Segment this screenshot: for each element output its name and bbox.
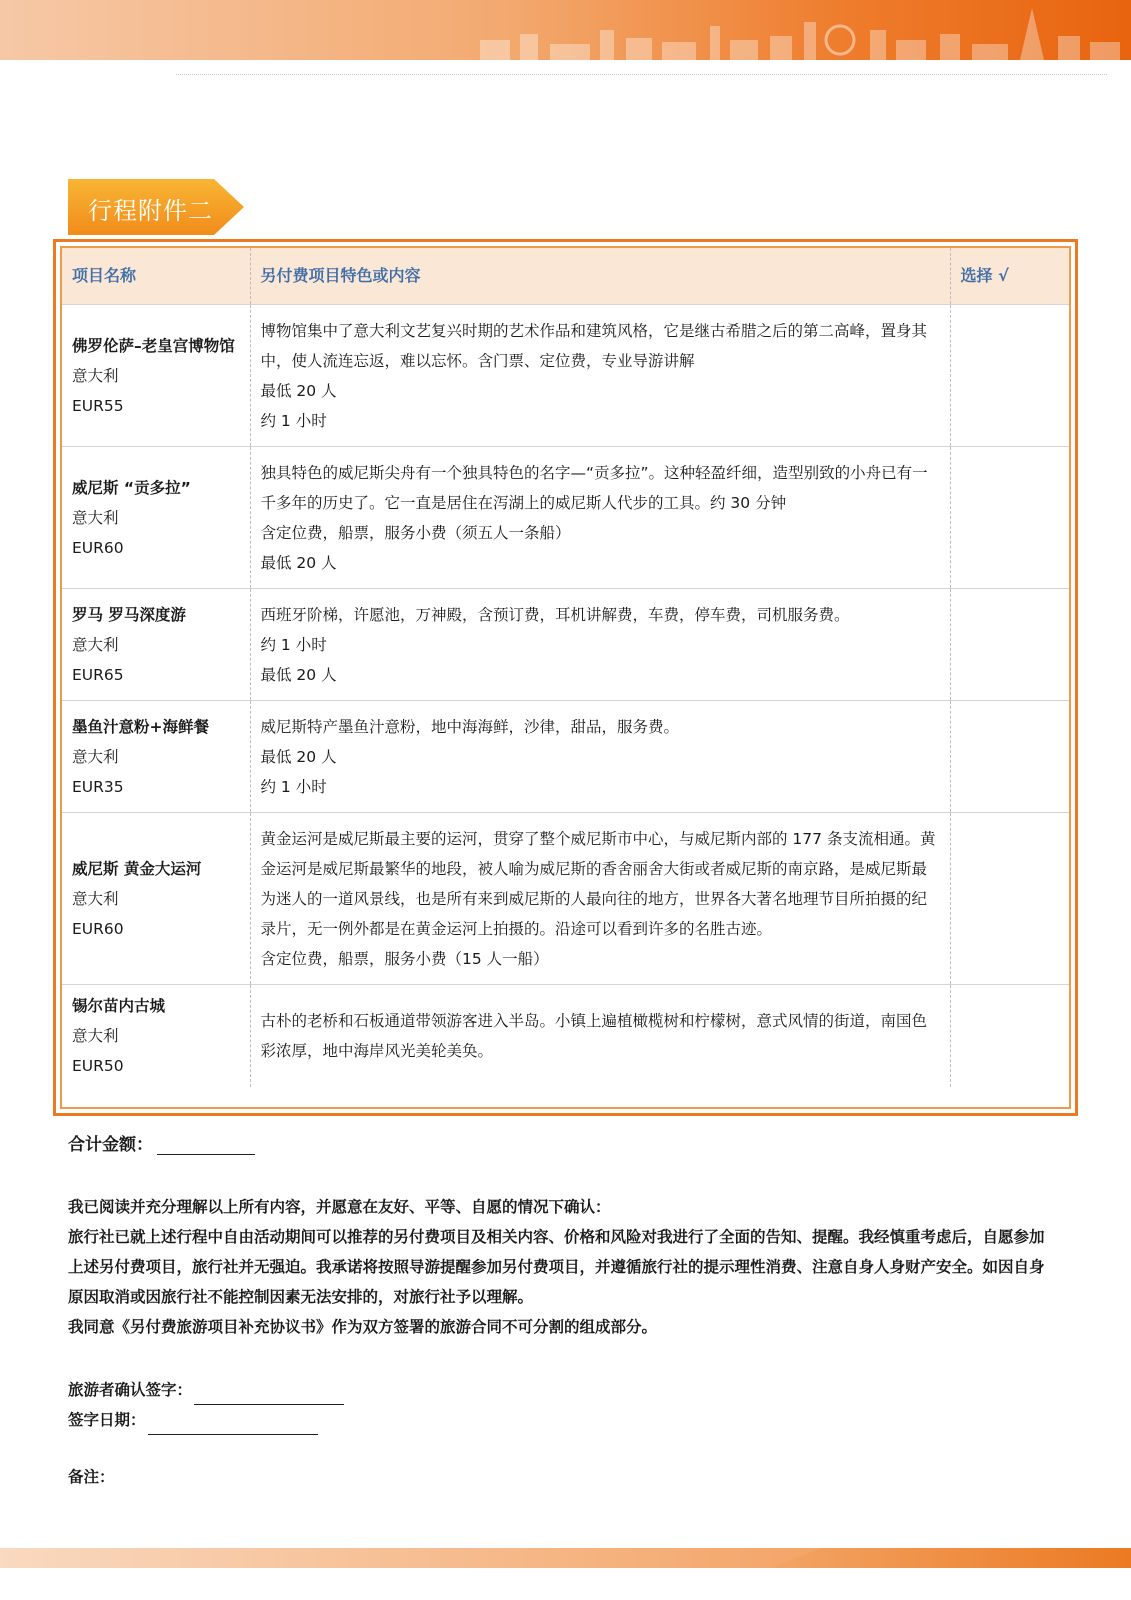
content-line: 独具特色的威尼斯尖舟有一个独具特色的名字—“贡多拉”。这种轻盈纤细，造型别致的小舟已有一千多年的历史了。它一直是居住在泻湖上的威尼斯人代步的工具。约 30 分钟 [260, 463, 928, 512]
content-line: 最低 20 人 [260, 553, 337, 572]
item-content [250, 813, 950, 985]
item-country: 意大利 [72, 889, 119, 908]
item-cell [62, 589, 250, 701]
item-name: 罗马 罗马深度游 [72, 605, 186, 624]
signature-block [68, 1375, 344, 1435]
column-header-content: 另付费项目特色或内容 [250, 248, 950, 305]
header-divider [176, 74, 1107, 75]
footer-accent [771, 1548, 1131, 1568]
table-row [62, 305, 1069, 447]
item-cell [62, 985, 250, 1088]
footer-band [0, 1548, 1131, 1568]
section-tab [68, 179, 244, 235]
total-amount-field[interactable] [157, 1136, 255, 1155]
item-name: 佛罗伦萨–老皇宫博物馆 [72, 336, 235, 355]
content-line: 约 1 小时 [260, 777, 327, 796]
content-line: 威尼斯特产墨鱼汁意粉，地中海海鲜，沙律，甜品，服务费。 [260, 717, 680, 736]
agreement-text [68, 1192, 1058, 1342]
content-line: 约 1 小时 [260, 411, 327, 430]
remark-label: 备注： [68, 1468, 115, 1486]
table-row [62, 701, 1069, 813]
item-content [250, 305, 950, 447]
signature-line [68, 1375, 344, 1405]
item-name: 威尼斯 “贡多拉” [72, 478, 191, 497]
select-cell[interactable] [950, 985, 1069, 1088]
item-cell [62, 813, 250, 985]
agreement-paragraph: 我已阅读并充分理解以上所有内容，并愿意在友好、平等、自愿的情况下确认： [68, 1198, 611, 1216]
content-line: 最低 20 人 [260, 665, 337, 684]
item-price: EUR60 [72, 919, 124, 938]
fees-table-frame [53, 239, 1078, 1116]
item-country: 意大利 [72, 508, 119, 527]
date-label: 签字日期： [68, 1411, 146, 1429]
select-cell[interactable] [950, 589, 1069, 701]
total-label: 合计金额： [68, 1135, 153, 1155]
item-price: EUR55 [72, 396, 124, 415]
total-amount [68, 1130, 255, 1155]
item-country: 意大利 [72, 747, 119, 766]
agreement-paragraph: 我同意《另付费旅游项目补充协议书》作为双方签署的旅游合同不可分割的组成部分。 [68, 1318, 658, 1336]
item-cell [62, 447, 250, 589]
select-cell[interactable] [950, 701, 1069, 813]
select-cell[interactable] [950, 447, 1069, 589]
signature-label: 旅游者确认签字： [68, 1381, 193, 1399]
item-country: 意大利 [72, 1027, 119, 1045]
date-field[interactable] [148, 1416, 318, 1435]
column-header-select: 选择 √ [950, 248, 1069, 305]
content-line: 博物馆集中了意大利文艺复兴时期的艺术作品和建筑风格，它是继古希腊之后的第二高峰，置身其中，使人流连忘返，难以忘怀。含门票、定位费，专业导游讲解 [260, 321, 928, 370]
content-line: 最低 20 人 [260, 747, 337, 766]
item-price: EUR35 [72, 777, 124, 796]
section-title: 行程附件二 [88, 197, 213, 225]
content-line: 最低 20 人 [260, 381, 337, 400]
table-header-row [62, 248, 1069, 305]
item-price: EUR65 [72, 665, 124, 684]
item-content [250, 589, 950, 701]
city-skyline-decoration [440, 0, 1131, 60]
table-row [62, 589, 1069, 701]
item-name: 锡尔苗内古城 [72, 997, 166, 1015]
select-cell[interactable] [950, 813, 1069, 985]
content-line: 黄金运河是威尼斯最主要的运河，贯穿了整个威尼斯市中心，与威尼斯内部的 177 条支流相通。黄金运河是威尼斯最繁华的地段，被人喻为威尼斯的香舍丽舍大街或者威尼斯的南京路，是威尼斯最为迷人的一道风景线，也是所有来到威尼斯的人最向往的地方，世界各大著名地理节目所拍摄的纪录片，无一例外都是在黄金运河上拍摄的。沿途可以看到许多的名胜古迹。 [260, 829, 936, 938]
item-price: EUR60 [72, 538, 124, 557]
agreement-paragraph: 旅行社已就上述行程中自由活动期间可以推荐的另付费项目及相关内容、价格和风险对我进行了全面的告知、提醒。我经慎重考虑后，自愿参加上述另付费项目，旅行社并无强迫。我承诺将按照导游提醒参加另付费项目，并遵循旅行社的提示理性消费、注意自身人身财产安全。如因自身原因取消或因旅行社不能控制因素无法安排的，对旅行社予以理解。 [68, 1228, 1045, 1306]
item-content [250, 985, 950, 1088]
signature-field[interactable] [194, 1386, 344, 1405]
item-cell [62, 305, 250, 447]
item-country: 意大利 [72, 366, 119, 385]
remark [68, 1465, 115, 1487]
select-cell[interactable] [950, 305, 1069, 447]
item-price: EUR50 [72, 1057, 124, 1075]
optional-fees-table [62, 248, 1069, 1087]
date-line [68, 1405, 344, 1435]
table-row [62, 447, 1069, 589]
column-header-name: 项目名称 [62, 248, 250, 305]
table-row [62, 813, 1069, 985]
item-name: 威尼斯 黄金大运河 [72, 859, 202, 878]
item-content [250, 701, 950, 813]
content-line: 西班牙阶梯，许愿池，万神殿，含预订费，耳机讲解费，车费，停车费，司机服务费。 [260, 605, 850, 624]
table-row [62, 985, 1069, 1088]
item-country: 意大利 [72, 635, 119, 654]
content-line: 含定位费，船票，服务小费（15 人一船） [260, 949, 549, 968]
content-line: 古朴的老桥和石板通道带领游客进入半岛。小镇上遍植橄榄树和柠檬树，意式风情的街道，南国色彩浓厚，地中海岸风光美轮美奂。 [260, 1012, 928, 1060]
item-content [250, 447, 950, 589]
content-line: 约 1 小时 [260, 635, 327, 654]
header-band [0, 0, 1131, 60]
content-line: 含定位费，船票，服务小费（须五人一条船） [260, 523, 571, 542]
item-cell [62, 701, 250, 813]
item-name: 墨鱼汁意粉+海鲜餐 [72, 717, 209, 736]
